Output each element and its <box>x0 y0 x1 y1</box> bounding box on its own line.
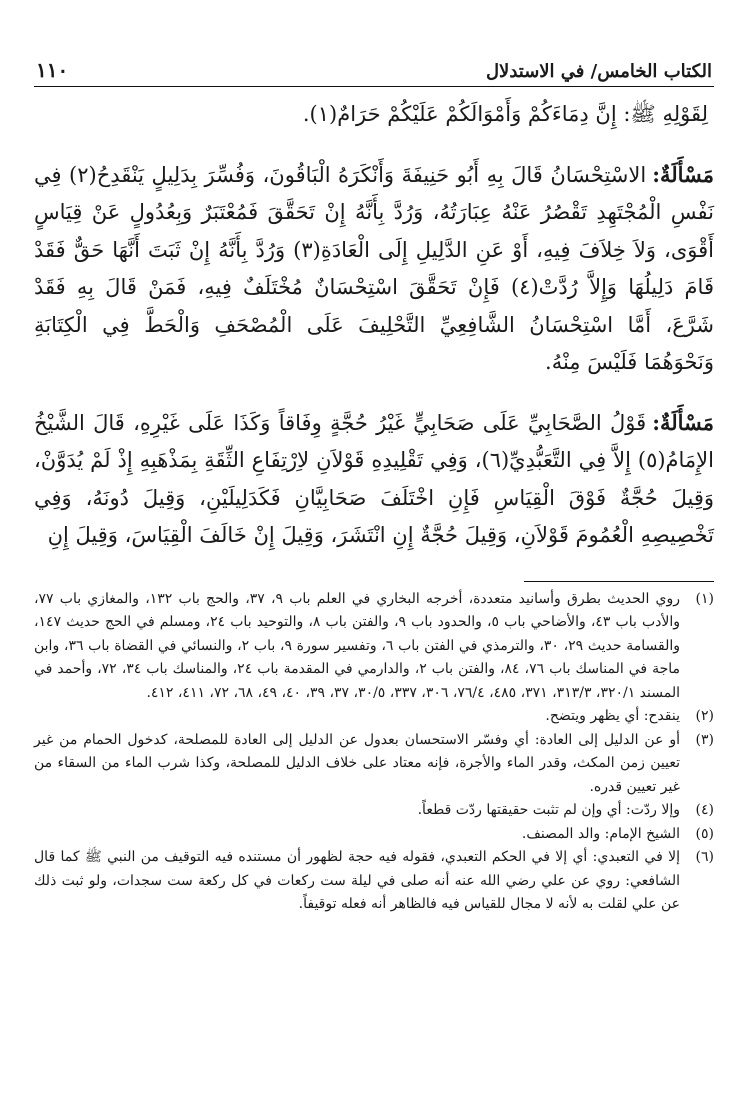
footnote-divider <box>524 581 714 582</box>
footnote <box>34 846 714 917</box>
footnote-number: (١) <box>695 590 714 607</box>
main-text <box>34 95 714 555</box>
footnote-number: (٥) <box>695 825 714 842</box>
footnotes <box>34 588 714 917</box>
footnote <box>34 705 714 729</box>
chapter-title: الكتاب الخامس/ في الاستدلال <box>485 61 712 82</box>
footnote-number: (٤) <box>695 802 714 818</box>
footnote-text: أو عن الدليل إلى العادة: أي وفسّر الاستحسان بعدول عن الدليل إلى العادة للمصلحة، كدخول الحمام من غير تعيين زمن المكث، وقدر الماء والأجرة، فإنه معتاد على خلاف الدليل للمصلحة، وكذا شرب الماء من السقاء من غير تعيين قدره. <box>34 731 680 795</box>
book-page <box>34 48 714 917</box>
footnote-text: وإلا ردّت: أي وإن لم تثبت حقيقتها ردّت قطعاً. <box>417 802 680 818</box>
paragraph-text: قَوْلُ الصَّحَابِيِّ عَلَى صَحَابِيٍّ غَيْرُ حُجَّةٍ وِفَاقاً وَكَذَا عَلَى غَيْرِهِ، قَالَ الشَّيْخُ الإِمَامُ(٥) إِلاَّ فِي التَّعَبُّدِيِّ(٦)، وَفِي تَقْلِيدِهِ قَوْلاَنِ لاِرْتِفَاعِ الثِّقَةِ بِمَذْهَبِهِ إِذْ لَمْ يُدَوَّنْ، وَقِيلَ حُجَّةٌ فَوْقَ الْقِيَاسِ فَإِنِ اخْتَلَفَ صَحَابِيَّانِ فَكَدَلِيلَيْنِ، وَقِيلَ دُونَهُ، وَفِي تَخْصِيصِهِ الْعُمُومَ قَوْلاَنِ، وَقِيلَ حُجَّةٌ إِنِ انْتَشَرَ، وَقِيلَ إِنْ خَالَفَ الْقِيَاسَ، وَقِيلَ إِنِ <box>34 410 714 547</box>
footnote <box>34 823 714 847</box>
footnote <box>34 588 714 706</box>
paragraph-text: لِقَوْلِهِ ﷺ: إِنَّ دِمَاءَكُمْ وَأَمْوَالَكُمْ عَلَيْكُمْ حَرَامٌ(١). <box>302 102 708 126</box>
footnote-number: (٦) <box>695 849 714 865</box>
footnote <box>34 729 714 800</box>
paragraph-istihsan <box>34 156 714 382</box>
paragraph <box>34 95 714 134</box>
paragraph-lead: مَسْأَلَةٌ: <box>652 409 714 435</box>
footnote <box>34 799 714 823</box>
paragraph-text: الاسْتِحْسَانُ قَالَ بِهِ أَبُو حَنِيفَةَ وَأَنْكَرَهُ الْبَاقُونَ، وَفُسِّرَ بِدَلِيلٍ يَنْقَدِحُ(٢) فِي نَفْسِ الْمُجْتَهِدِ تَقْصُرُ عَنْهُ عِبَارَتُهُ، وَرُدَّ بِأَنَّهُ إِنْ تَحَقَّقَ فَمُعْتَبَرٌ وَبِعُدُولٍ عَنْ قِيَاسٍ أَقْوَى، وَلاَ خِلاَفَ فِيهِ، أَوْ عَنِ الدَّلِيلِ إِلَى الْعَادَةِ(٣) وَرُدَّ بِأَنَّهُ إِنْ ثَبَتَ أَنَّهَا حَقٌّ فَقَدْ قَامَ دَلِيلُهَا وَإِلاَّ رُدَّتْ(٤) فَإِنْ تَحَقَّقَ اسْتِحْسَانٌ مُخْتَلَفٌ فِيهِ، فَمَنْ قَالَ بِهِ فَقَدْ شَرَّعَ، أَمَّا اسْتِحْسَانُ الشَّافِعِيِّ التَّحْلِيفَ عَلَى الْمُصْحَفِ وَالْحَطَّ فِي الْكِتَابَةِ وَنَحْوَهُمَا فَلَيْسَ مِنْهُ. <box>34 162 714 374</box>
running-header <box>34 48 714 87</box>
footnote-text: إلا في التعبدي: أي إلا في الحكم التعبدي، فقوله فيه حجة لظهور أن مستنده فيه التوقيف من النبي ﷺ كما قال الشافعي: روي عن علي رضي الله عنه أنه صلى في ليلة ست ركعات في كل ركعة ست سجدات، ولو ثبت ذلك عن علي لقلت به لأنه لا مجال للقياس فيه فالظاهر أنه فعله توقيفاً. <box>34 849 680 912</box>
footnote-number: (٣) <box>695 731 714 748</box>
footnote-text: الشيخ الإمام: والد المصنف. <box>521 825 680 842</box>
paragraph-sahabi <box>34 404 714 555</box>
page-number: ١١٠ <box>36 58 69 82</box>
footnote-text: روي الحديث بطرق وأسانيد متعددة، أخرجه البخاري في العلم باب ٩، ٣٧، والحج باب ١٣٢، والمغازي باب ٧٧، والأدب باب ٤٣، والأضاحي باب ٥، والحدود باب ٩، والفتن باب ٨، والتوحيد باب ٢٤، ومسلم في الحج حديث ١٤٧، والقسامة حديث ٢٩، ٣٠، والترمذي في الفتن باب ٦، وتفسير سورة ٩، باب ٢، والنسائي في القضاة باب ٣٦، وابن ماجة في المناسك باب ٧٦، ٨٤، والفتن باب ٢، والدارمي في المقدمة باب ٢٤، والمناسك باب ٣٤، ٧٢، وأحمد في المسند ٣٢٠/١، ٣١٣/٣، ٣٧١، ٤٨٥، ٧٦/٤، ٣٠٦، ٣٣٧، ٣٠/٥، ٣٧، ٣٩، ٤٠، ٤٩، ٦٨، ٧٢، ٤١١، ٤١٢. <box>34 590 681 701</box>
footnote-number: (٢) <box>695 708 714 724</box>
footnote-text: ينقدح: أي يظهر ويتضح. <box>545 708 680 724</box>
paragraph-lead: مَسْأَلَةٌ: <box>652 161 714 187</box>
